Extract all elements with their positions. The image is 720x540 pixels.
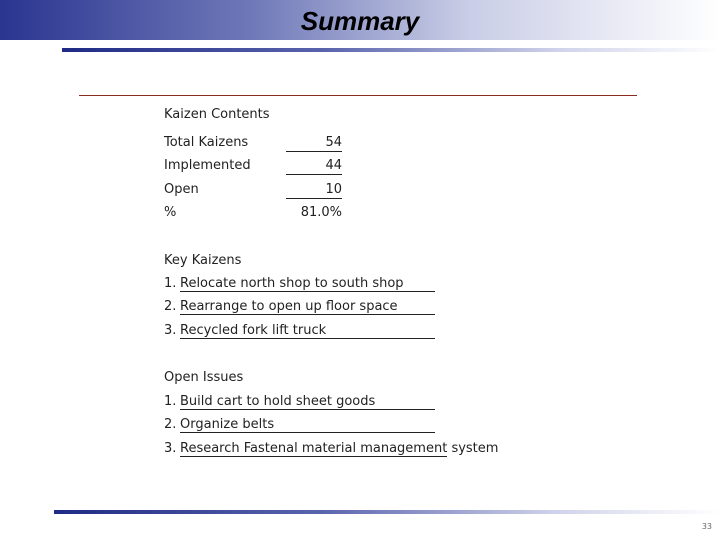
item-text: Rearrange to open up floor space bbox=[180, 299, 435, 315]
open-issues-heading: Open Issues bbox=[164, 370, 244, 385]
stat-value-implemented: 44 bbox=[286, 158, 342, 175]
key-kaizens-heading: Key Kaizens bbox=[164, 253, 242, 268]
page-number: 33 bbox=[701, 522, 712, 531]
item-text: Relocate north shop to south shop bbox=[180, 276, 435, 292]
item-number: 1. bbox=[164, 394, 177, 409]
stat-value-open: 10 bbox=[286, 182, 342, 199]
kaizen-contents-heading: Kaizen Contents bbox=[164, 107, 270, 122]
stat-value-total: 54 bbox=[286, 135, 342, 152]
item-text: Recycled fork lift truck bbox=[180, 323, 435, 339]
item-number: 2. bbox=[164, 299, 177, 314]
item-text: Research Fastenal material management bbox=[180, 441, 448, 456]
item-number: 1. bbox=[164, 276, 177, 291]
title-rule bbox=[62, 48, 720, 52]
stat-value-percent: 81.0% bbox=[300, 205, 342, 220]
footer-rule bbox=[54, 510, 720, 514]
open-issue-item bbox=[164, 441, 498, 457]
open-issue-item bbox=[164, 394, 435, 410]
stat-label-implemented: Implemented bbox=[164, 158, 251, 173]
item-text: Organize belts bbox=[180, 417, 435, 433]
item-trailing-text: system bbox=[447, 441, 499, 456]
stat-label-total: Total Kaizens bbox=[164, 135, 249, 150]
key-kaizen-item bbox=[164, 323, 435, 339]
key-kaizen-item bbox=[164, 276, 435, 292]
slide-title: Summary bbox=[300, 6, 420, 36]
key-kaizen-item bbox=[164, 299, 435, 315]
item-number: 3. bbox=[164, 323, 177, 338]
item-number: 3. bbox=[164, 441, 177, 456]
item-number: 2. bbox=[164, 417, 177, 432]
content-top-divider bbox=[79, 95, 637, 96]
item-text: Build cart to hold sheet goods bbox=[180, 394, 435, 410]
open-issue-item bbox=[164, 417, 435, 433]
stat-label-percent: % bbox=[164, 205, 177, 220]
stat-label-open: Open bbox=[164, 182, 199, 197]
